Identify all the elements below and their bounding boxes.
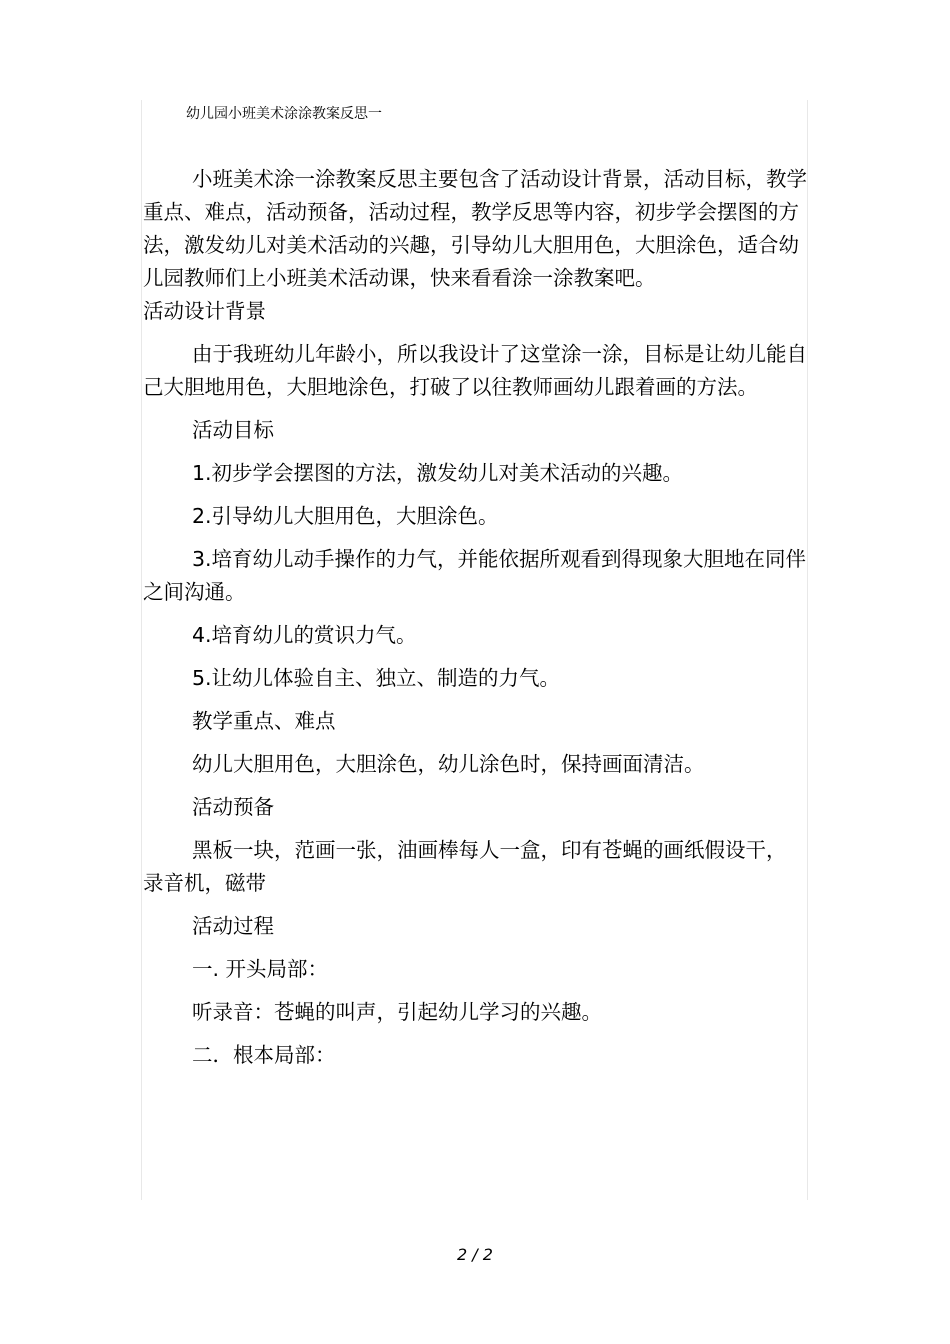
background-paragraph: 由于我班幼儿年龄小，所以我设计了这堂涂一涂，目标是让幼儿能自己大胆地用色，大胆地涂色，打破了以往教师画幼儿跟着画的方法。 — [143, 342, 807, 399]
section-heading-preparation: 活动预备 — [192, 795, 274, 819]
goal-item-3: 3.培育幼儿动手操作的力气，并能依据所观看到得现象大胆地在同伴之间沟通。 — [143, 547, 807, 604]
goal-item-2: 2.引导幼儿大胆用色，大胆涂色。 — [192, 504, 499, 528]
preparation-paragraph: 黑板一块，范画一张，油画棒每人一盒，印有苍蝇的画纸假设干， 录音机，磁带 — [143, 838, 787, 895]
document-header-title: 幼儿园小班美术涂涂教案反思一 — [186, 106, 382, 122]
goal-item-4: 4.培育幼儿的赏识力气。 — [192, 623, 417, 647]
section-heading-key-points: 教学重点、难点 — [192, 709, 336, 733]
document-body — [143, 163, 808, 1072]
key-points-paragraph: 幼儿大胆用色，大胆涂色，幼儿涂色时，保持画面清洁。 — [192, 752, 705, 776]
goal-item-5: 5.让幼儿体验自主、独立、制造的力气。 — [192, 666, 561, 690]
page-number: 2 / 2 — [457, 1245, 493, 1264]
section-heading-goals: 活动目标 — [192, 418, 274, 442]
intro-paragraph: 小班美术涂一涂教案反思主要包含了活动设计背景，活动目标，教学重点、难点，活动预备，活动过程，教学反思等内容，初步学会摆图的方法，激发幼儿对美术活动的兴趣，引导幼儿大胆用色，大胆涂色，适合幼儿园教师们上小班美术活动课，快来看看涂一涂教案吧。 — [143, 167, 807, 290]
process-opening-detail: 听录音：苍蝇的叫声，引起幼儿学习的兴趣。 — [192, 1000, 602, 1024]
process-step-main: 二．根本局部： — [192, 1043, 336, 1067]
section-heading-background: 活动设计背景 — [143, 299, 266, 323]
process-step-opening: 一. 开头局部： — [192, 957, 329, 981]
goal-item-1: 1.初步学会摆图的方法，激发幼儿对美术活动的兴趣。 — [192, 461, 684, 485]
section-heading-process: 活动过程 — [192, 914, 274, 938]
